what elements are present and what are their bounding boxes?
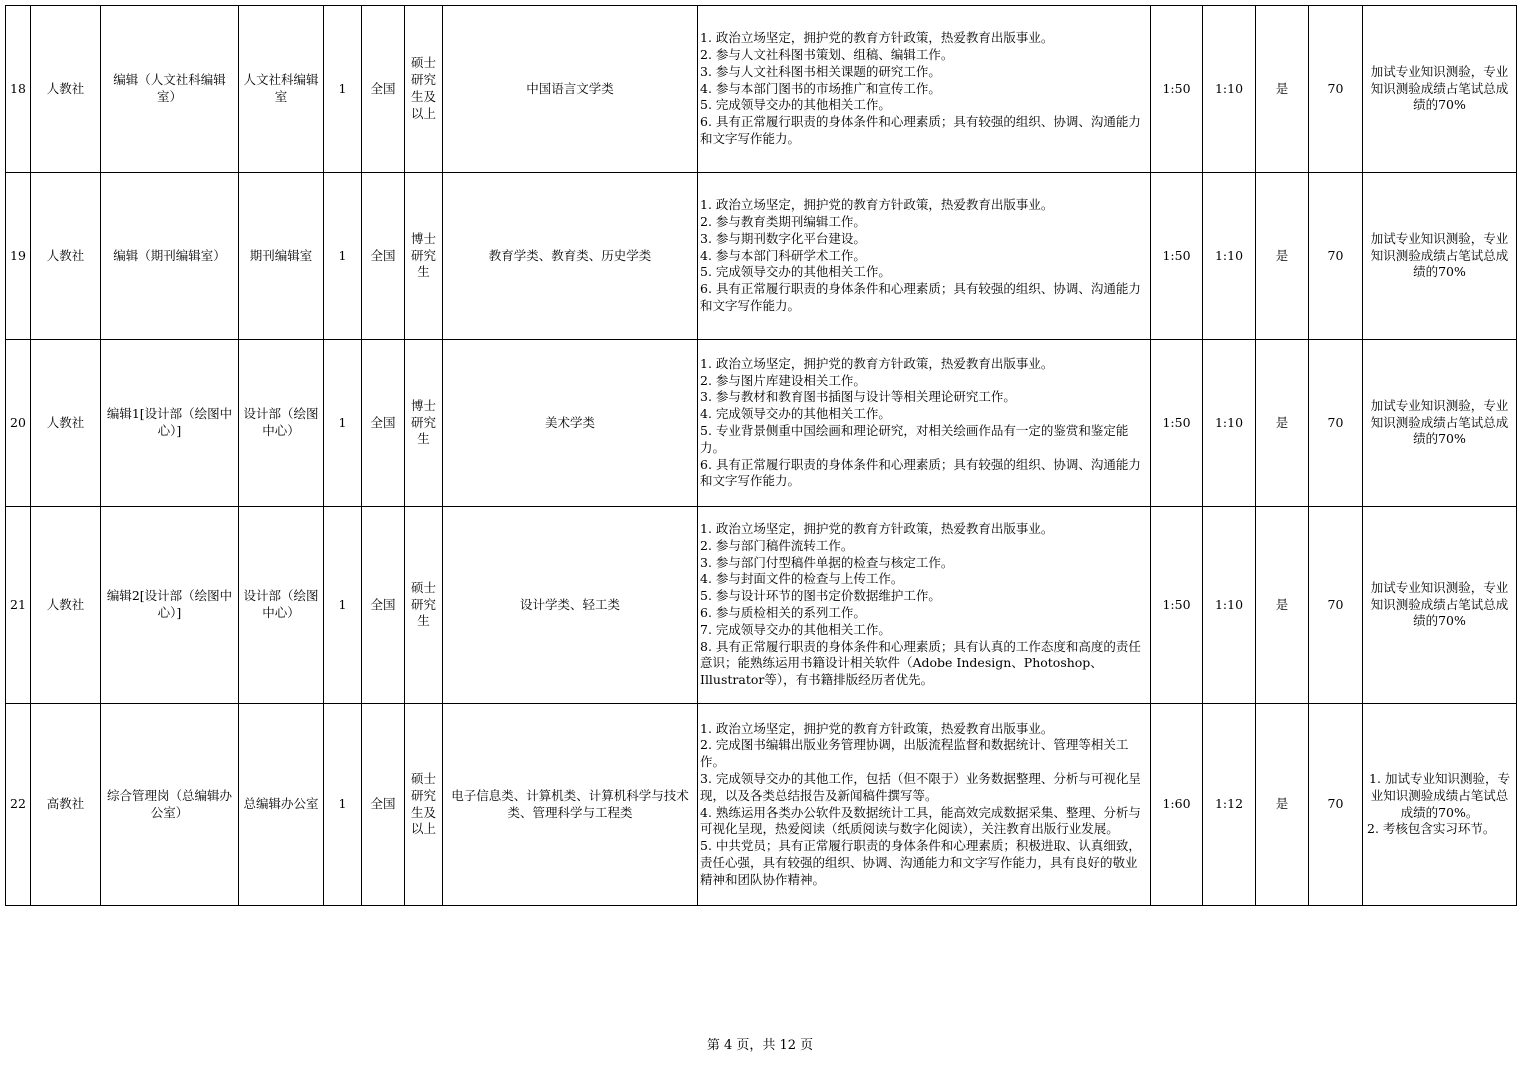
duty-line: 3. 参与人文社科图书相关课题的研究工作。 <box>700 63 941 79</box>
remark-line: 加试专业知识测验，专业知识测验成绩占笔试总成绩的70% <box>1370 63 1509 113</box>
weight-score-cell: 70 <box>1309 507 1363 704</box>
extra-test-flag-cell: 是 <box>1256 704 1309 906</box>
hire-count-cell: 1 <box>324 340 362 507</box>
duty-line: 3. 完成领导交办的其他工作，包括（但不限于）业务数据整理、分析与可视化呈现，以及各类总结报告及新闻稿件撰写等。 <box>700 770 1141 803</box>
table-row <box>6 6 1517 173</box>
extra-test-flag-cell: 是 <box>1256 6 1309 173</box>
unit-name-cell: 人教社 <box>31 507 101 704</box>
duty-line: 4. 参与本部门科研学术工作。 <box>700 247 866 263</box>
row-number-cell: 22 <box>6 704 31 906</box>
ratio-interview-cell: 1:12 <box>1203 704 1256 906</box>
duty-line: 7. 完成领导交办的其他相关工作。 <box>700 621 891 637</box>
duties-cell <box>698 507 1151 704</box>
remark-cell <box>1363 507 1517 704</box>
department-cell: 设计部（绘图中心） <box>239 507 324 704</box>
remark-cell <box>1363 704 1517 906</box>
position-name-cell: 编辑（期刊编辑室） <box>101 173 239 340</box>
duty-line: 1. 政治立场坚定，拥护党的教育方针政策，热爱教育出版事业。 <box>700 521 1054 537</box>
duty-line: 2. 参与教育类期刊编辑工作。 <box>700 214 866 229</box>
duty-line: 3. 参与教材和教育图书插图与设计等相关理论研究工作。 <box>700 389 1016 405</box>
duties-cell <box>698 704 1151 906</box>
duty-line: 5. 完成领导交办的其他相关工作。 <box>700 97 891 113</box>
row-number-cell: 21 <box>6 507 31 704</box>
major-requirement-cell: 设计学类、轻工类 <box>443 507 698 704</box>
recruit-scope-cell: 全国 <box>362 507 405 704</box>
position-name-cell: 编辑（人文社科编辑室） <box>101 6 239 173</box>
duty-line: 6. 具有正常履行职责的身体条件和心理素质；具有较强的组织、协调、沟通能力和文字写作能力。 <box>700 281 1141 313</box>
hire-count-cell: 1 <box>324 6 362 173</box>
duty-line: 2. 参与图片库建设相关工作。 <box>700 372 866 388</box>
duty-line: 2. 完成图书编辑出版业务管理协调，出版流程监督和数据统计、管理等相关工作。 <box>700 737 1129 770</box>
duty-line: 4. 参与封面文件的检查与上传工作。 <box>700 571 904 587</box>
remark-line: 加试专业知识测验，专业知识测验成绩占笔试总成绩的70% <box>1370 579 1509 629</box>
major-requirement-cell: 中国语言文学类 <box>443 6 698 173</box>
duty-line: 1. 政治立场坚定，拥护党的教育方针政策，热爱教育出版事业。 <box>700 720 1054 736</box>
ratio-interview-cell: 1:10 <box>1203 173 1256 340</box>
row-number-cell: 19 <box>6 173 31 340</box>
remark-cell <box>1363 173 1517 340</box>
ratio-written-cell: 1:50 <box>1151 340 1203 507</box>
recruit-scope-cell: 全国 <box>362 340 405 507</box>
recruit-scope-cell: 全国 <box>362 173 405 340</box>
duty-line: 2. 参与人文社科图书策划、组稿、编辑工作。 <box>700 47 954 62</box>
unit-name-cell: 高教社 <box>31 704 101 906</box>
weight-score-cell: 70 <box>1309 173 1363 340</box>
duty-line: 1. 政治立场坚定，拥护党的教育方针政策，热爱教育出版事业。 <box>700 197 1054 213</box>
hire-count-cell: 1 <box>324 704 362 906</box>
ratio-written-cell: 1:50 <box>1151 507 1203 704</box>
degree-requirement-cell: 硕士研究生及以上 <box>405 704 443 906</box>
table-row <box>6 704 1517 906</box>
department-cell: 期刊编辑室 <box>239 173 324 340</box>
weight-score-cell: 70 <box>1309 340 1363 507</box>
major-requirement-cell: 教育学类、教育类、历史学类 <box>443 173 698 340</box>
remark-line: 加试专业知识测验，专业知识测验成绩占笔试总成绩的70% <box>1370 397 1509 447</box>
ratio-interview-cell: 1:10 <box>1203 6 1256 173</box>
row-number-cell: 18 <box>6 6 31 173</box>
duty-line: 3. 参与期刊数字化平台建设。 <box>700 230 866 246</box>
weight-score-cell: 70 <box>1309 704 1363 906</box>
major-requirement-cell: 美术学类 <box>443 340 698 507</box>
department-cell: 人文社科编辑室 <box>239 6 324 173</box>
extra-test-flag-cell: 是 <box>1256 340 1309 507</box>
duties-cell <box>698 173 1151 340</box>
duty-line: 6. 具有正常履行职责的身体条件和心理素质；具有较强的组织、协调、沟通能力和文字写作能力。 <box>700 456 1141 489</box>
ratio-written-cell: 1:60 <box>1151 704 1203 906</box>
duty-line: 8. 具有正常履行职责的身体条件和心理素质；具有认真的工作态度和高度的责任意识；能熟练运用书籍设计相关软件（Adobe Indesign、Photoshop、Illustrator等），有书籍排版经历者优先。 <box>700 638 1141 688</box>
department-cell: 总编辑办公室 <box>239 704 324 906</box>
unit-name-cell: 人教社 <box>31 6 101 173</box>
duty-line: 5. 参与设计环节的图书定价数据维护工作。 <box>700 588 941 604</box>
major-requirement-cell: 电子信息类、计算机类、计算机科学与技术类、管理科学与工程类 <box>443 704 698 906</box>
duty-line: 5. 完成领导交办的其他相关工作。 <box>700 264 891 280</box>
position-name-cell: 编辑1[设计部（绘图中心）] <box>101 340 239 507</box>
ratio-written-cell: 1:50 <box>1151 173 1203 340</box>
degree-requirement-cell: 硕士研究生及以上 <box>405 6 443 173</box>
extra-test-flag-cell: 是 <box>1256 173 1309 340</box>
remark-line: 2. 考核包含实习环节。 <box>1367 821 1496 837</box>
remark-cell <box>1363 340 1517 507</box>
duty-line: 5. 中共党员；具有正常履行职责的身体条件和心理素质；积极进取、认真细致，责任心强，具有较强的组织、协调、沟通能力和文字写作能力，具有良好的敬业精神和团队协作精神。 <box>700 838 1141 887</box>
row-number-cell: 20 <box>6 340 31 507</box>
unit-name-cell: 人教社 <box>31 340 101 507</box>
extra-test-flag-cell: 是 <box>1256 507 1309 704</box>
ratio-written-cell: 1:50 <box>1151 6 1203 173</box>
duty-line: 6. 具有正常履行职责的身体条件和心理素质；具有较强的组织、协调、沟通能力和文字写作能力。 <box>700 114 1141 146</box>
duty-line: 1. 政治立场坚定，拥护党的教育方针政策，热爱教育出版事业。 <box>700 30 1054 46</box>
duty-line: 3. 参与部门付型稿件单据的检查与核定工作。 <box>700 554 954 570</box>
recruit-scope-cell: 全国 <box>362 704 405 906</box>
duties-cell <box>698 6 1151 173</box>
ratio-interview-cell: 1:10 <box>1203 340 1256 507</box>
page-footer: 第 4 页，共 12 页 <box>706 1038 814 1053</box>
weight-score-cell: 70 <box>1309 6 1363 173</box>
degree-requirement-cell: 博士研究生 <box>405 340 443 507</box>
hire-count-cell: 1 <box>324 173 362 340</box>
degree-requirement-cell: 博士研究生 <box>405 173 443 340</box>
unit-name-cell: 人教社 <box>31 173 101 340</box>
table-body <box>6 6 1517 906</box>
job-table <box>5 5 1517 906</box>
duty-line: 4. 熟练运用各类办公软件及数据统计工具，能高效完成数据采集、整理、分析与可视化呈现，热爱阅读（纸质阅读与数字化阅读），关注教育出版行业发展。 <box>700 804 1141 837</box>
duties-cell <box>698 340 1151 507</box>
degree-requirement-cell: 硕士研究生 <box>405 507 443 704</box>
recruit-scope-cell: 全国 <box>362 6 405 173</box>
hire-count-cell: 1 <box>324 507 362 704</box>
duty-line: 2. 参与部门稿件流转工作。 <box>700 537 854 553</box>
duty-line: 5. 专业背景侧重中国绘画和理论研究，对相关绘画作品有一定的鉴赏和鉴定能力。 <box>700 423 1129 455</box>
duty-line: 1. 政治立场坚定，拥护党的教育方针政策，热爱教育出版事业。 <box>700 355 1054 371</box>
table-row <box>6 173 1517 340</box>
ratio-interview-cell: 1:10 <box>1203 507 1256 704</box>
remark-line: 1. 加试专业知识测验，专业知识测验成绩占笔试总成绩的70%。 <box>1369 770 1510 820</box>
table-row <box>6 507 1517 704</box>
table-row <box>6 340 1517 507</box>
duty-line: 6. 参与质检相关的系列工作。 <box>700 605 866 620</box>
remark-cell <box>1363 6 1517 173</box>
position-name-cell: 综合管理岗（总编辑办公室） <box>101 704 239 906</box>
duty-line: 4. 参与本部门图书的市场推广和宣传工作。 <box>700 80 941 96</box>
department-cell: 设计部（绘图中心） <box>239 340 324 507</box>
remark-line: 加试专业知识测验，专业知识测验成绩占笔试总成绩的70% <box>1370 230 1509 280</box>
position-name-cell: 编辑2[设计部（绘图中心）] <box>101 507 239 704</box>
duty-line: 4. 完成领导交办的其他相关工作。 <box>700 406 891 422</box>
